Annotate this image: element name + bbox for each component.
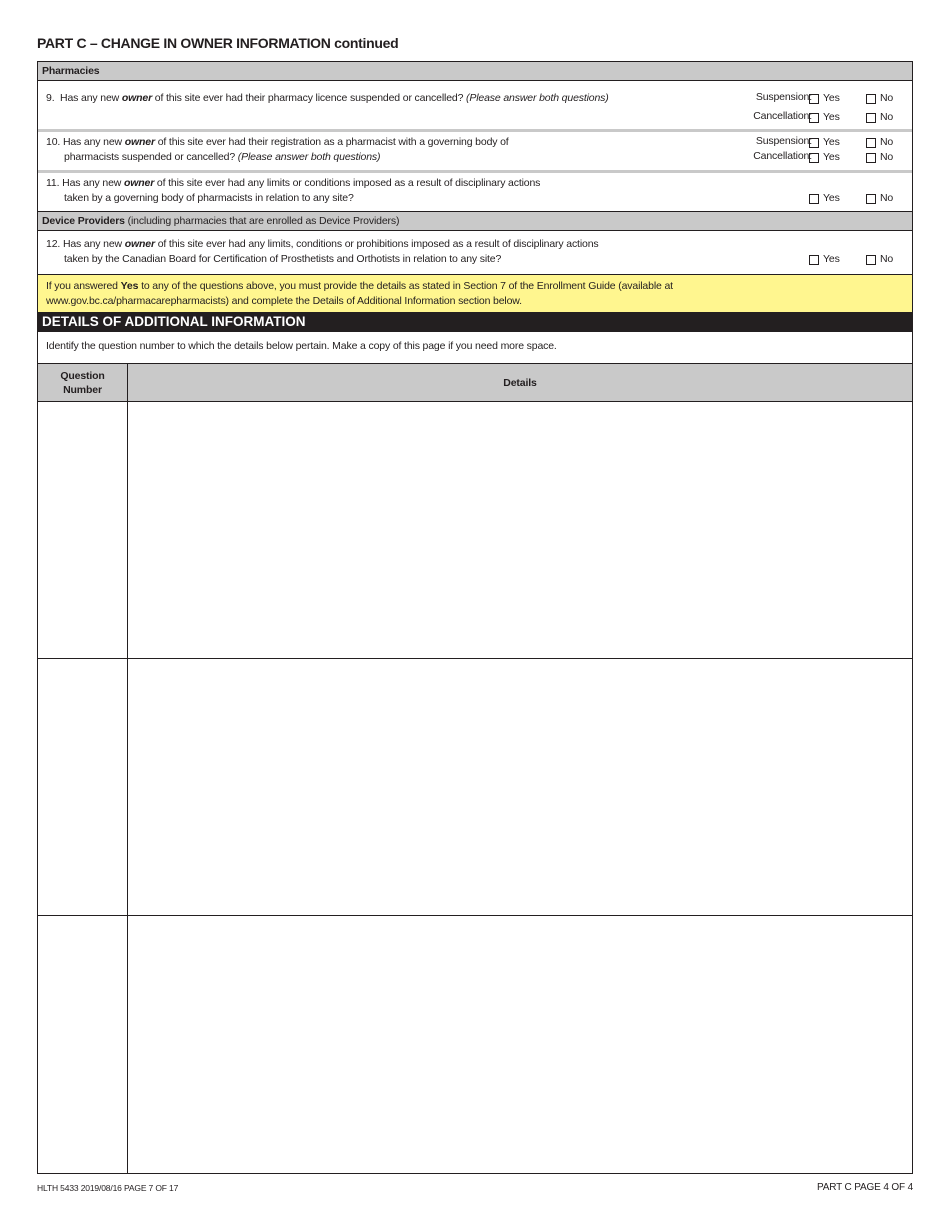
table-header <box>38 364 912 402</box>
q10-suspension-no[interactable]: No <box>866 135 893 150</box>
cancellation-label: Cancellation: <box>753 110 812 122</box>
checkbox-icon[interactable] <box>809 255 819 265</box>
page-title: PART C – CHANGE IN OWNER INFORMATION continued <box>37 35 399 51</box>
owner-questions-form <box>37 61 913 365</box>
suspension-label: Suspension: <box>755 91 812 103</box>
cancellation-label: Cancellation: <box>753 150 812 162</box>
checkbox-icon[interactable] <box>866 255 876 265</box>
details-field[interactable] <box>128 916 912 1173</box>
question-9: 9. Has any new owner of this site ever had their pharmacy licence suspended or cancelled? (Please answer both questions) Suspension: Cancellation: Yes No Yes No <box>38 81 912 132</box>
details-section-title: DETAILS OF ADDITIONAL INFORMATION <box>38 313 912 332</box>
checkbox-icon[interactable] <box>809 138 819 148</box>
checkbox-icon[interactable] <box>866 138 876 148</box>
details-table <box>37 363 913 1174</box>
checkbox-icon[interactable] <box>809 113 819 123</box>
details-field[interactable] <box>128 402 912 658</box>
question-number-field[interactable] <box>38 916 128 1173</box>
question-12: 12. Has any new owner of this site ever had any limits, conditions or prohibitions imposed as a result of disciplinary actions taken by the Canadian Board for Certification of Prosthetists and Orthotists in relation to any site? Yes No <box>38 231 912 275</box>
q9-suspension-no[interactable]: No <box>866 91 893 106</box>
q11-no[interactable]: No <box>866 191 893 206</box>
q9-cancellation-yes[interactable]: Yes <box>809 110 840 125</box>
checkbox-icon[interactable] <box>866 194 876 204</box>
table-row <box>38 402 912 659</box>
details-instructions: Identify the question number to which the details below pertain. Make a copy of this page if you need more space. <box>38 332 912 365</box>
checkbox-icon[interactable] <box>866 113 876 123</box>
q10-cancellation-no[interactable]: No <box>866 150 893 165</box>
q12-yes[interactable]: Yes <box>809 252 840 267</box>
details-field[interactable] <box>128 659 912 915</box>
q9-suspension-yes[interactable]: Yes <box>809 91 840 106</box>
column-question-number: Question Number <box>38 364 128 401</box>
checkbox-icon[interactable] <box>809 194 819 204</box>
table-row <box>38 659 912 916</box>
suspension-label: Suspension: <box>755 135 812 147</box>
q11-yes[interactable]: Yes <box>809 191 840 206</box>
q10-suspension-yes[interactable]: Yes <box>809 135 840 150</box>
q9-cancellation-no[interactable]: No <box>866 110 893 125</box>
checkbox-icon[interactable] <box>809 94 819 104</box>
checkbox-icon[interactable] <box>866 153 876 163</box>
q12-no[interactable]: No <box>866 252 893 267</box>
checkbox-icon[interactable] <box>866 94 876 104</box>
column-details: Details <box>503 376 537 389</box>
checkbox-icon[interactable] <box>809 153 819 163</box>
question-11: 11. Has any new owner of this site ever had any limits or conditions imposed as a result of disciplinary actions taken by a governing body of pharmacists in relation to any site? Yes No <box>38 173 912 212</box>
pharmacies-header: Pharmacies <box>38 62 912 81</box>
page-number-footer: PART C PAGE 4 OF 4 <box>816 1182 913 1193</box>
form-id-footer: HLTH 5433 2019/08/16 PAGE 7 OF 17 <box>37 1183 179 1193</box>
question-10: 10. Has any new owner of this site ever had their registration as a pharmacist with a governing body of pharmacists suspended or cancelled? (Please answer both questions) Suspension: Cancellation: Yes No Yes No <box>38 132 912 173</box>
question-number-field[interactable] <box>38 659 128 915</box>
question-number-field[interactable] <box>38 402 128 658</box>
yes-answer-notice: If you answered Yes to any of the questions above, you must provide the details as stated in Section 7 of the Enrollment Guide (available at www.gov.bc.ca/pharmacarepharmacists) and complete the Details of Additional Information section below. <box>38 275 912 313</box>
device-providers-header: Device Providers (including pharmacies that are enrolled as Device Providers) <box>38 212 912 231</box>
table-row <box>38 916 912 1173</box>
q10-cancellation-yes[interactable]: Yes <box>809 150 840 165</box>
